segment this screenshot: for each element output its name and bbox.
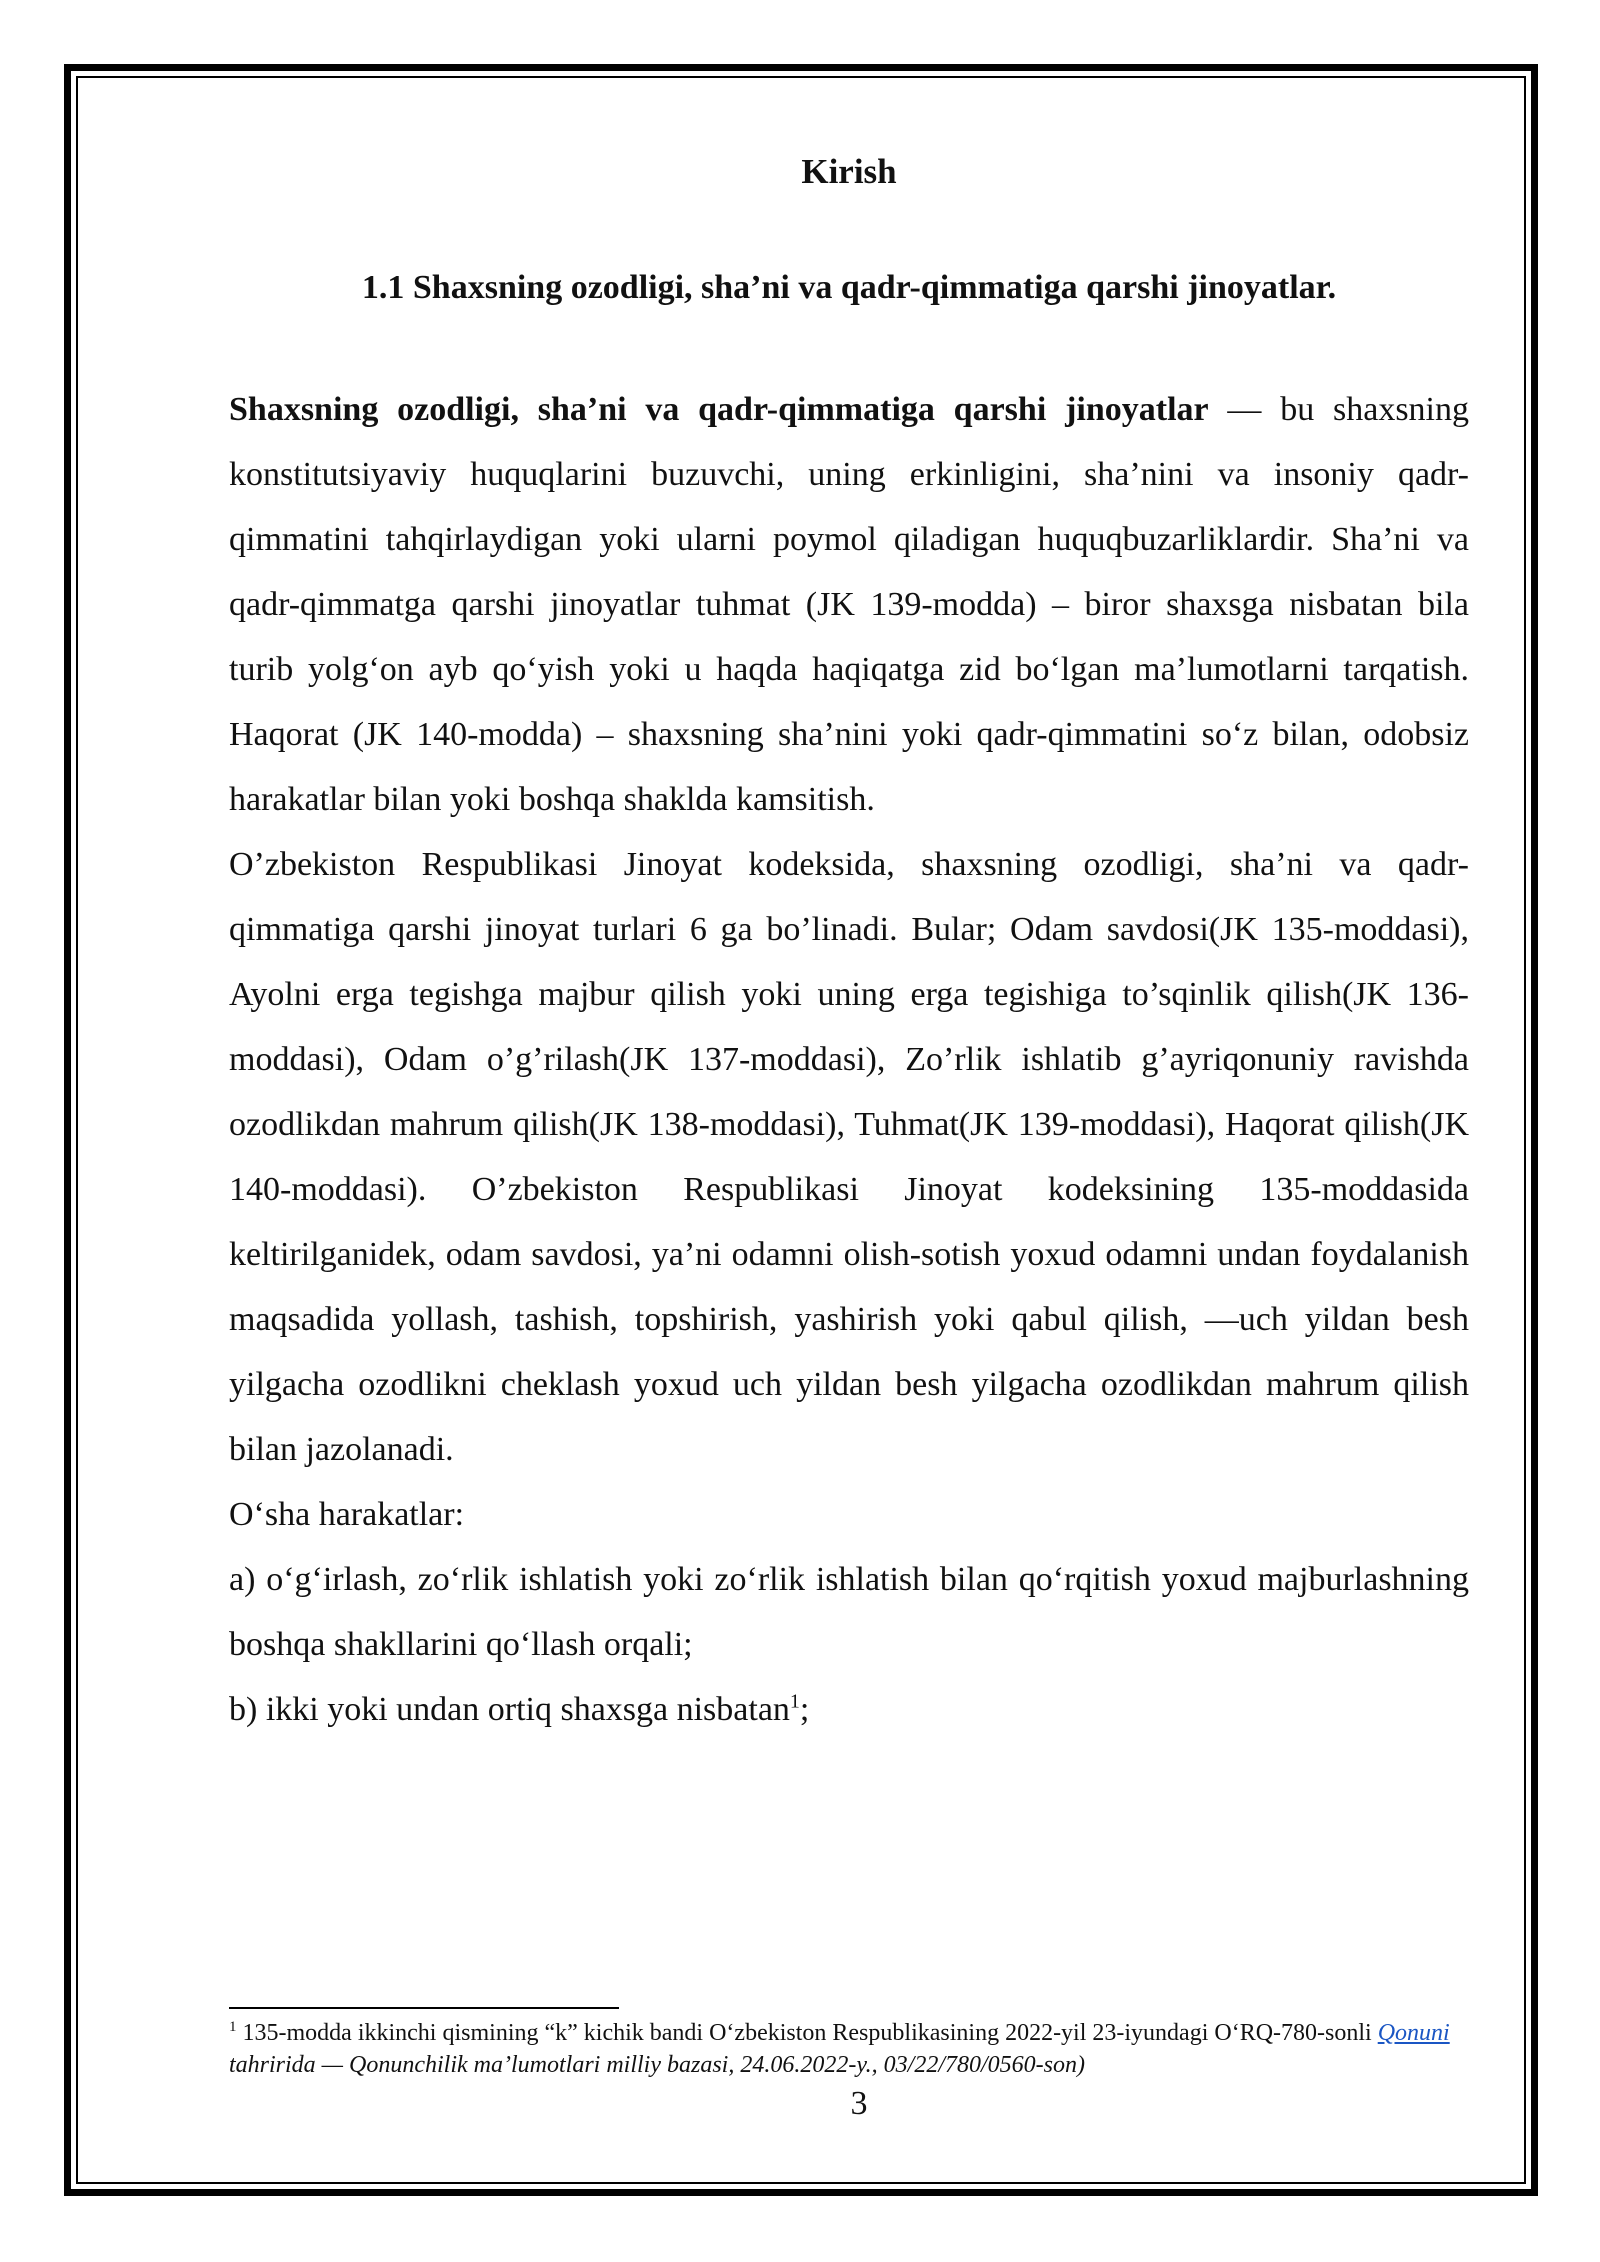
section-heading: 1.1 Shaxsning ozodligi, sha’ni va qadr-qimmatiga qarshi jinoyatlar. (361, 269, 1337, 306)
page-content (229, 140, 1469, 1742)
intro-bold-term: Shaxsning ozodligi, sha’ni va qadr-qimmatiga qarshi jinoyatlar (229, 391, 1209, 428)
intro-text: — bu shaxsning konstitutsiyaviy huquqlarini buzuvchi, uning erkinligini, sha’nini va insoniy qadr-qimmatini tahqirlaydigan yoki ularni poymol qiladigan huquqbuzarliklardir. Sha’ni va qadr-qimmatga qarshi jinoyatlar tuhmat (JK 139-modda) – biror shaxsga nisbatan bila turib yolg‘on ayb qo‘yish yoki u haqda haqiqatga zid bo‘lgan ma’lumotlarni tarqatish. Haqorat (JK 140-modda) – shaxsning sha’nini yoki qadr-qimmatini so‘z bilan, odobsiz harakatlar bilan yoki boshqa shaklda kamsitish. (229, 391, 1469, 818)
footnote-text: 135-modda ikkinchi qismining “k” kichik bandi O‘zbekiston Respublikasining 2022-yil 23-iyundagi O‘RQ-780-sonli (242, 2020, 1378, 2046)
paragraph-osha-harakatlar: O‘sha harakatlar: (229, 1496, 465, 1533)
footnote-marker: 1 (229, 2019, 237, 2035)
list-item-b (229, 1677, 1469, 1742)
footnote-reference[interactable]: 1 (789, 1690, 800, 1713)
list-item-a: a) o‘g‘irlash, zo‘rlik ishlatish yoki zo‘rlik ishlatish bilan qo‘rqitish yoxud majburlashning boshqa shakllarini qo‘llash orqali; (229, 1561, 1469, 1663)
page-number: 3 (850, 2085, 868, 2122)
footnote-source: tahririda — Qonunchilik ma’lumotlari milliy bazasi, 24.06.2022-y., 03/22/780/0560-son) (229, 2052, 1085, 2078)
footnote (229, 2017, 1469, 2081)
page-title: Kirish (801, 152, 897, 191)
paragraph-jinoyat-turlari: O’zbekiston Respublikasi Jinoyat kodeksida, shaxsning ozodligi, sha’ni va qadr-qimmatiga qarshi jinoyat turlari 6 ga bo’linadi. Bular; Odam savdosi(JK 135-moddasi), Ayolni erga tegishga majbur qilish yoki uning erga tegishiga to’sqinlik qilish(JK 136-moddasi), Odam o’g’rilash(JK 137-moddasi), Zo’rlik ishlatib g’ayriqonuniy ravishda ozodlikdan mahrum qilish(JK 138-moddasi), Tuhmat(JK 139-moddasi), Haqorat qilish(JK 140-moddasi). O’zbekiston Respublikasi Jinoyat kodeksining 135-moddasida keltirilganidek, odam savdosi, ya’ni odamni olish-sotish yoxud odamni undan foydalanish maqsadida yollash, tashish, topshirish, yashirish yoki qabul qilish, —uch yildan besh yilgacha ozodlikni cheklash yoxud uch yildan besh yilgacha ozodlikdan mahrum qilish bilan jazolanadi. (229, 846, 1469, 1468)
list-item-b-end: ; (799, 1691, 810, 1728)
footnote-link-qonuni[interactable]: Qonuni (1377, 2020, 1450, 2046)
footnote-separator (229, 2007, 619, 2009)
intro-paragraph (229, 377, 1469, 832)
list-item-b-text: b) ikki yoki undan ortiq shaxsga nisbatan (229, 1691, 790, 1728)
